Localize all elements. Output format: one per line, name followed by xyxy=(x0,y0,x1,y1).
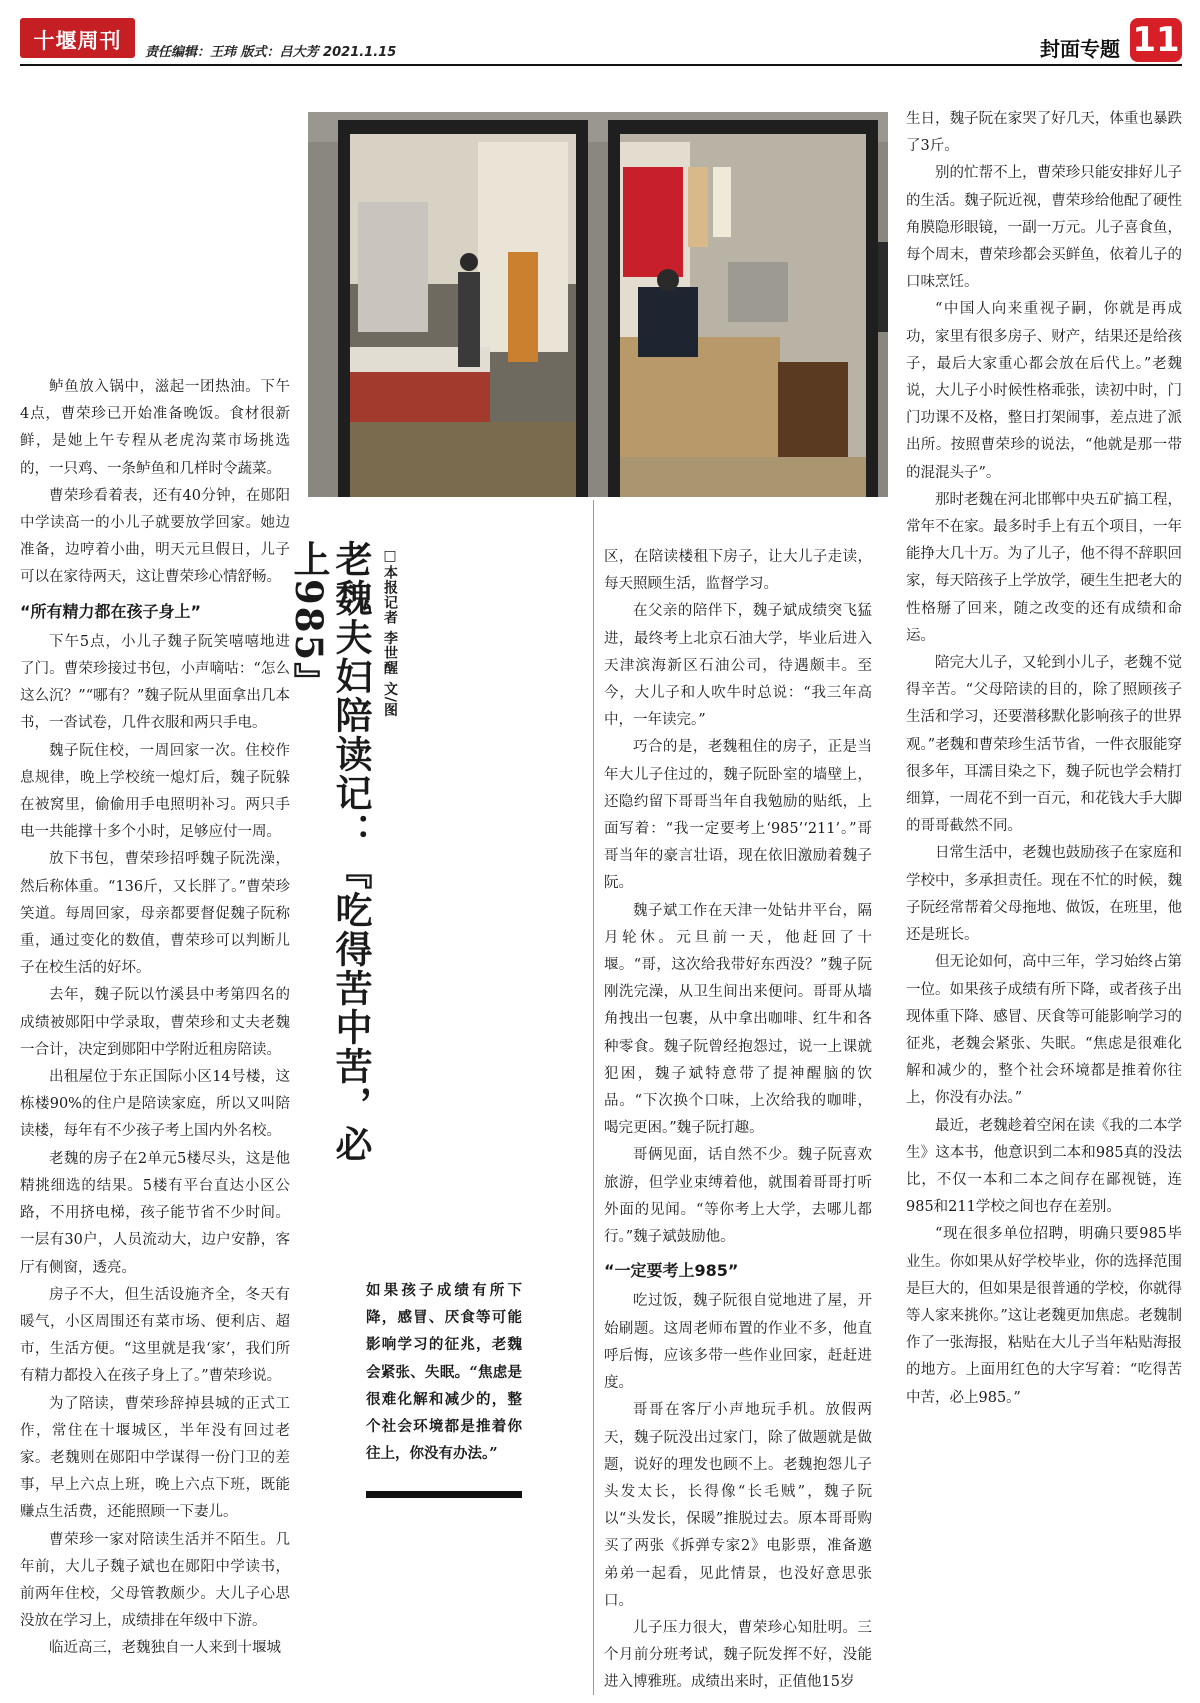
subheading: “所有精力都在孩子身上” xyxy=(20,601,202,621)
section-title: 封面专题 xyxy=(1040,37,1120,61)
paragraph: 魏子阮住校，一周回家一次。住校作息规律，晚上学校统一熄灯后，魏子阮躲在被窝里，偷偷用手电照明补习。两只手电一共能撑十多个小时，足够应付一周。 xyxy=(20,742,290,841)
paragraph: 放下书包，曹荣珍招呼魏子阮洗澡，然后称体重。“136斤，又长胖了。”曹荣珍笑道。每周回家，母亲都要督促魏子阮称重，通过变化的数值，曹荣珍可以判断儿子在校生活的好坏。 xyxy=(20,851,290,977)
paragraph: 哥俩见面，话自然不少。魏子阮喜欢旅游，但学业束缚着他，就围着哥哥打听外面的见闻。“等你考上大学，去哪儿都行。”魏子斌鼓励他。 xyxy=(604,1147,872,1246)
article-column-3 xyxy=(604,544,872,1697)
paragraph: 曹荣珍看着表，还有40分钟，在郧阳中学读高一的小儿子就要放学回家。她边准备，边哼着小曲，明天元旦假日，儿子可以在家待两天，这让曹荣珍心情舒畅。 xyxy=(20,487,290,586)
paragraph: “现在很多单位招聘，明确只要985毕业生。你如果从好学校毕业，你的选择范围是巨大的，但如果是很普通的学校，你就得等人家来挑你。”这让老魏更加焦虑。老魏制作了一张海报，粘贴在大儿子当年粘贴海报的地方。上面用红色的大字写着：“吃得苦中苦，必上985。” xyxy=(906,1226,1182,1406)
paragraph: 陪完大儿子，又轮到小儿子，老魏不觉得辛苦。“父母陪读的目的，除了照顾孩子生活和学习，还要潜移默化影响孩子的世界观。”老魏和曹荣珍生活节省，一件衣服能穿很多年，耳濡目染之下，魏子阮也学会精打细算，一周花不到一百元，和花钱大手大脚的哥哥截然不同。 xyxy=(906,655,1182,835)
editor-credits: 责任编辑：王玮 版式：吕大芳 2021.1.15 xyxy=(145,45,397,60)
paragraph: 曹荣珍一家对陪读生活并不陌生。几年前，大儿子魏子斌也在郧阳中学读书，前两年住校，父母管教颇少。大儿子心思没放在学习上，成绩排在年级中下游。 xyxy=(20,1531,290,1630)
pull-quote-bar xyxy=(366,1491,522,1498)
logo-text: 十堰周刊 xyxy=(33,29,122,53)
paragraph: 在父亲的陪伴下，魏子斌成绩突飞猛进，最终考上北京石油大学，毕业后进入天津滨海新区石油公司，待遇颇丰。至今，大儿子和人吹牛时总说：“我三年高中，一年读完。” xyxy=(604,603,872,729)
page-number: 11 xyxy=(1130,18,1182,62)
paragraph: 下午5点，小儿子魏子阮笑嘻嘻地进了门。曹荣珍接过书包，小声嘀咕：“怎么这么沉？”“哪有？”魏子阮从里面拿出几本书，一沓试卷，几件衣服和两只手电。 xyxy=(20,633,290,732)
paragraph: 区，在陪读楼租下房子，让大儿子走读，每天照顾生活，监督学习。 xyxy=(604,549,872,593)
article-column-4 xyxy=(906,106,1182,1412)
article-byline: □本报记者 李世醒 文/图 xyxy=(382,548,398,718)
paragraph: 出租屋位于东正国际小区14号楼，这栋楼90%的住户是陪读家庭，所以又叫陪读楼，每年有不少孩子考上国内外名校。 xyxy=(20,1069,290,1140)
article-title: 老魏夫妇陪读记：『吃得苦中苦，必上985』 xyxy=(287,540,373,1164)
paragraph: 吃过饭，魏子阮很自觉地进了屋，开始刷题。这周老师布置的作业不多，他直呼后悔，应该多带一些作业回家，赶赶进度。 xyxy=(604,1293,872,1392)
article-column-1 xyxy=(20,374,290,1663)
column-divider xyxy=(593,500,594,1695)
pull-quote: 如果孩子成绩有所下降，感冒、厌食等可能影响学习的征兆，老魏会紧张、失眠。“焦虑是很难化解和减少的，整个社会环境都是推着你往上，你没有办法。” xyxy=(366,1282,522,1463)
paragraph: 老魏的房子在2单元5楼尽头，这是他精挑细选的结果。5楼有平台直达小区公路，不用挤电梯，孩子能节省不少时间。一层有30户，人员流动大，边户安静，客厅有侧窗，透亮。 xyxy=(20,1150,290,1276)
paragraph: 去年，魏子阮以竹溪县中考第四名的成绩被郧阳中学录取，曹荣珍和丈夫老魏一合计，决定到郧阳中学附近租房陪读。 xyxy=(20,987,290,1058)
paragraph: 临近高三，老魏独自一人来到十堰城 xyxy=(49,1640,281,1657)
paragraph: 别的忙帮不上，曹荣珍只能安排好儿子的生活。魏子阮近视，曹荣珍给他配了硬性角膜隐形眼镜，一副一万元。儿子喜食鱼，每个周末，曹荣珍都会买鲜鱼，依着儿子的口味烹饪。 xyxy=(906,165,1182,291)
paragraph: 魏子斌工作在天津一处钻井平台，隔月轮休。元旦前一天，他赶回了十堰。“哥，这次给我带好东西没？”魏子阮刚洗完澡，从卫生间出来便问。哥哥从墙角拽出一包裹，从中拿出咖啡、红牛和各种零食。魏子阮曾经抱怨过，说一上课就犯困，魏子斌特意带了提神醒脑的饮品。“下次换个口味，上次给我的咖啡，喝完更困。”魏子阮打趣。 xyxy=(604,902,872,1137)
paragraph: 房子不大，但生活设施齐全，冬天有暖气，小区周围还有菜市场、便利店、超市，生活方便。“这里就是我‘家’，我们所有精力都投入在孩子身上了。”曹荣珍说。 xyxy=(20,1286,290,1385)
article-photo xyxy=(308,112,888,497)
publication-logo xyxy=(20,18,135,58)
paragraph: 最近，老魏趁着空闲在读《我的二本学生》这本书，他意识到二本和985真的没法比，不仅一本和二本之间存在鄙视链，连985和211学校之间也存在差别。 xyxy=(906,1117,1182,1216)
paragraph: 哥哥在客厅小声地玩手机。放假两天，魏子阮没出过家门，除了做题就是做题，说好的理发也顾不上。老魏抱怨儿子头发太长，长得像“长毛贼”，魏子阮以“头发长，保暖”推脱过去。原本哥哥购买了两张《拆弹专家2》电影票，准备邀弟弟一起看，见此情景，也没好意思张口。 xyxy=(604,1402,872,1609)
header-rule xyxy=(20,64,1182,66)
paragraph: 生日，魏子阮在家哭了好几天，体重也暴跌了3斤。 xyxy=(906,111,1182,155)
paragraph: 巧合的是，老魏租住的房子，正是当年大儿子住过的，魏子阮卧室的墙壁上，还隐约留下哥哥当年自我勉励的贴纸，上面写着：“我一定要考上‘985’‘211’。”哥哥当年的豪言壮语，现在依旧激励着魏子阮。 xyxy=(604,739,872,892)
paragraph: “中国人向来重视子嗣，你就是再成功，家里有很多房子、财产，结果还是给孩子，最后大家重心都会放在后代上。”老魏说，大儿子小时候性格乖张，读初中时，门门功课不及格，整日打架闹事，差点进了派出所。按照曹荣珍的说法，“他就是那一带的混混头子”。 xyxy=(906,301,1182,481)
paragraph: 那时老魏在河北邯郸中央五矿搞工程，常年不在家。最多时手上有五个项目，一年能挣大几十万。为了儿子，他不得不辞职回家，每天陪孩子上学放学，硬生生把老大的性格掰了回来，随之改变的还有成绩和命运。 xyxy=(906,491,1182,644)
photo-illustration xyxy=(308,112,888,497)
paragraph: 但无论如何，高中三年，学习始终占第一位。如果孩子成绩有所下降，或者孩子出现体重下降、感冒、厌食等可能影响学习的征兆，老魏会紧张、失眠。“焦虑是很难化解和减少的，整个社会环境都是推着你往上，你没有办法。” xyxy=(906,954,1182,1107)
paragraph: 日常生活中，老魏也鼓励孩子在家庭和学校中，多承担责任。现在不忙的时候，魏子阮经常帮着父母拖地、做饭，在班里，他还是班长。 xyxy=(906,845,1182,944)
paragraph: 儿子压力很大，曹荣珍心知肚明。三个月前分班考试，魏子阮发挥不好，没能进入博雅班。成绩出来时，正值他15岁 xyxy=(604,1619,872,1691)
subheading: “一定要考上985” xyxy=(604,1261,739,1281)
paragraph: 为了陪读，曹荣珍辞掉县城的正式工作，常住在十堰城区，半年没有回过老家。老魏则在郧阳中学谋得一份门卫的差事，早上六点上班，晚上六点下班，既能赚点生活费，还能照顾一下妻儿。 xyxy=(20,1395,290,1521)
paragraph: 鲈鱼放入锅中，滋起一团热油。下午4点，曹荣珍已开始准备晚饭。食材很新鲜，是她上午专程从老虎沟菜市场挑选的，一只鸡、一条鲈鱼和几样时令蔬菜。 xyxy=(20,379,290,477)
